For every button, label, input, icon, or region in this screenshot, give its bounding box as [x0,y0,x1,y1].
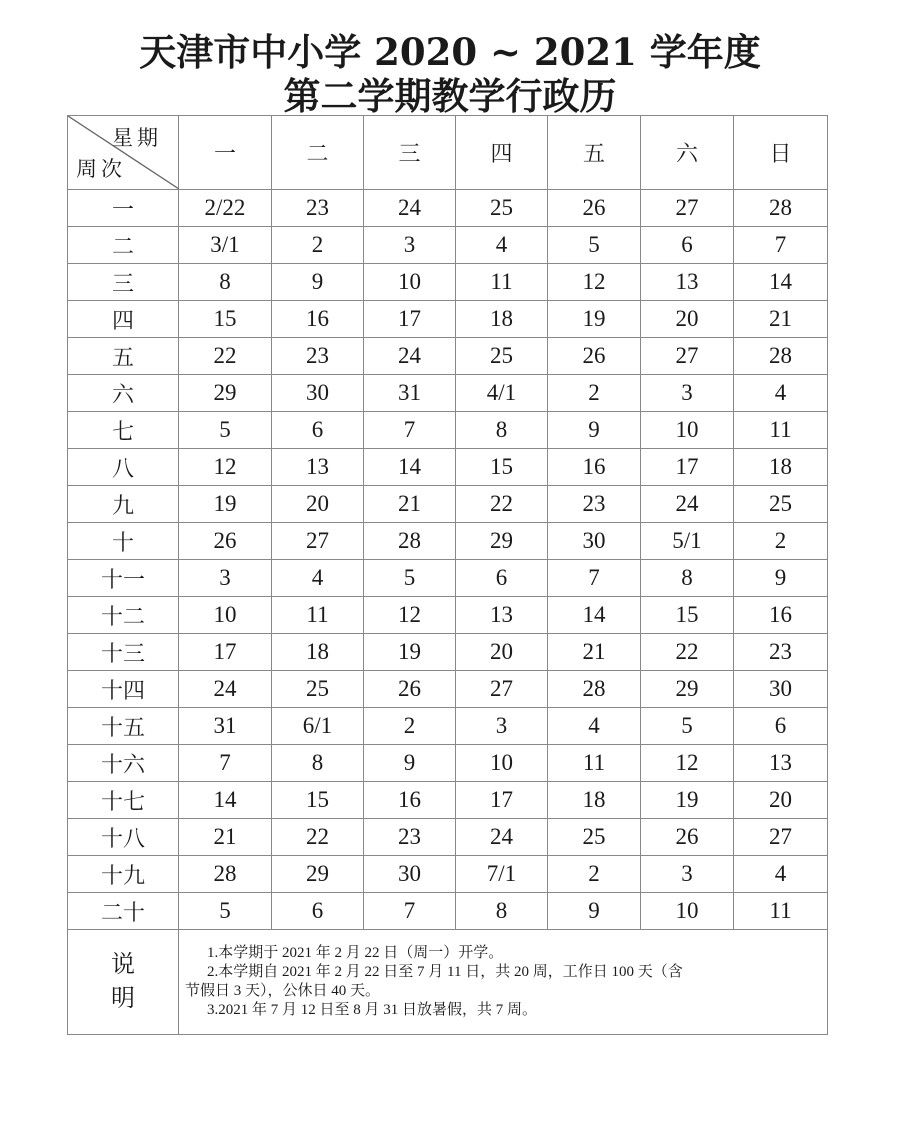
week-row [68,301,828,338]
date-cell: 23 [734,634,828,671]
day-header: 二 [272,116,364,190]
date-cell: 7 [548,560,641,597]
date-cell: 13 [734,745,828,782]
date-cell: 4 [548,708,641,745]
date-cell: 2 [548,375,641,412]
week-label: 十 [68,523,179,560]
date-cell: 28 [734,190,828,227]
date-cell: 30 [364,856,456,893]
date-cell: 10 [456,745,548,782]
week-label: 二 [68,227,179,264]
week-label: 二十 [68,893,179,930]
date-cell: 25 [456,190,548,227]
week-label: 十九 [68,856,179,893]
date-cell: 8 [179,264,272,301]
week-label: 十四 [68,671,179,708]
date-cell: 20 [456,634,548,671]
week-row [68,856,828,893]
date-cell: 24 [364,338,456,375]
date-cell: 7 [734,227,828,264]
date-cell: 9 [272,264,364,301]
date-cell: 3 [641,375,734,412]
date-cell: 8 [641,560,734,597]
date-cell: 4 [272,560,364,597]
week-label: 一 [68,190,179,227]
date-cell: 15 [179,301,272,338]
date-cell: 17 [364,301,456,338]
header-row [68,116,828,190]
date-cell: 24 [179,671,272,708]
date-cell: 13 [641,264,734,301]
week-row [68,597,828,634]
date-cell: 17 [456,782,548,819]
date-cell: 25 [456,338,548,375]
date-cell: 27 [456,671,548,708]
date-cell: 18 [456,301,548,338]
date-cell: 10 [364,264,456,301]
date-cell: 11 [272,597,364,634]
date-cell: 14 [734,264,828,301]
date-cell: 9 [548,893,641,930]
date-cell: 14 [364,449,456,486]
notes-text [179,930,828,1035]
date-cell: 23 [364,819,456,856]
date-cell: 22 [179,338,272,375]
date-cell: 10 [179,597,272,634]
date-cell: 26 [548,338,641,375]
date-cell: 25 [734,486,828,523]
week-row [68,523,828,560]
note-2-cont: 节假日 3 天），公休日 40 天。 [185,983,381,999]
date-cell: 11 [456,264,548,301]
date-cell: 28 [179,856,272,893]
date-cell: 23 [548,486,641,523]
date-cell: 29 [272,856,364,893]
date-cell: 7 [364,893,456,930]
date-cell: 6 [272,893,364,930]
week-label: 九 [68,486,179,523]
date-cell: 28 [548,671,641,708]
week-row [68,745,828,782]
date-cell: 18 [734,449,828,486]
date-cell: 20 [641,301,734,338]
week-row [68,893,828,930]
date-cell: 24 [456,819,548,856]
date-cell: 22 [272,819,364,856]
date-cell: 8 [272,745,364,782]
week-label: 四 [68,301,179,338]
date-cell: 6 [272,412,364,449]
date-cell: 16 [548,449,641,486]
week-label: 五 [68,338,179,375]
week-label: 十二 [68,597,179,634]
week-row [68,190,828,227]
date-cell: 16 [734,597,828,634]
date-cell: 6 [734,708,828,745]
day-header: 一 [179,116,272,190]
date-cell: 4/1 [456,375,548,412]
date-cell: 7 [364,412,456,449]
week-label: 十六 [68,745,179,782]
date-cell: 8 [456,412,548,449]
date-cell: 13 [272,449,364,486]
date-cell: 22 [641,634,734,671]
date-cell: 25 [548,819,641,856]
notes-label-char: 明 [111,986,135,1012]
date-cell: 28 [364,523,456,560]
corner-top-label: 星期 [112,126,162,150]
week-label: 六 [68,375,179,412]
week-row [68,708,828,745]
date-cell: 5 [179,412,272,449]
date-cell: 3/1 [179,227,272,264]
date-cell: 17 [179,634,272,671]
notes-label-char: 说 [111,952,135,978]
date-cell: 2 [548,856,641,893]
week-row [68,634,828,671]
date-cell: 3 [364,227,456,264]
date-cell: 3 [179,560,272,597]
date-cell: 18 [548,782,641,819]
day-header: 日 [734,116,828,190]
date-cell: 2 [734,523,828,560]
week-row [68,338,828,375]
date-cell: 19 [548,301,641,338]
date-cell: 14 [179,782,272,819]
day-header: 六 [641,116,734,190]
date-cell: 3 [456,708,548,745]
date-cell: 23 [272,338,364,375]
date-cell: 4 [734,375,828,412]
date-cell: 9 [364,745,456,782]
date-cell: 21 [548,634,641,671]
date-cell: 20 [734,782,828,819]
date-cell: 12 [641,745,734,782]
day-header: 三 [364,116,456,190]
date-cell: 15 [641,597,734,634]
date-cell: 23 [272,190,364,227]
week-label: 七 [68,412,179,449]
week-row [68,449,828,486]
page-title: 天津市中小学 2020 ~ 2021 学年度 [139,30,761,74]
date-cell: 29 [456,523,548,560]
date-cell: 26 [179,523,272,560]
date-cell: 11 [734,412,828,449]
corner-cell [68,116,179,190]
date-cell: 25 [272,671,364,708]
page-subtitle: 第二学期教学行政历 [283,74,617,118]
date-cell: 19 [641,782,734,819]
week-label: 十八 [68,819,179,856]
week-row [68,819,828,856]
date-cell: 18 [272,634,364,671]
date-cell: 8 [456,893,548,930]
date-cell: 27 [641,190,734,227]
date-cell: 6/1 [272,708,364,745]
date-cell: 29 [641,671,734,708]
date-cell: 26 [364,671,456,708]
week-label: 十五 [68,708,179,745]
date-cell: 27 [272,523,364,560]
date-cell: 14 [548,597,641,634]
date-cell: 10 [641,893,734,930]
note-3: 3.2021 年 7 月 12 日至 8 月 31 日放暑假，共 7 周。 [207,1002,538,1018]
date-cell: 27 [734,819,828,856]
week-row [68,671,828,708]
date-cell: 22 [456,486,548,523]
date-cell: 7 [179,745,272,782]
date-cell: 29 [179,375,272,412]
note-2: 2.本学期自 2021 年 2 月 22 日至 7 月 11 日，共 20 周，工作日 100 天（含 [207,964,683,980]
date-cell: 9 [548,412,641,449]
week-label: 十一 [68,560,179,597]
date-cell: 15 [456,449,548,486]
date-cell: 16 [272,301,364,338]
week-label: 三 [68,264,179,301]
calendar-table [67,115,828,1035]
date-cell: 6 [456,560,548,597]
date-cell: 11 [548,745,641,782]
date-cell: 5 [364,560,456,597]
date-cell: 21 [179,819,272,856]
date-cell: 6 [641,227,734,264]
date-cell: 4 [734,856,828,893]
week-row [68,412,828,449]
date-cell: 21 [364,486,456,523]
date-cell: 2 [364,708,456,745]
date-cell: 27 [641,338,734,375]
date-cell: 5 [179,893,272,930]
date-cell: 5 [641,708,734,745]
date-cell: 19 [179,486,272,523]
date-cell: 12 [179,449,272,486]
date-cell: 17 [641,449,734,486]
corner-bottom-label: 周次 [76,157,126,181]
week-label: 八 [68,449,179,486]
week-label: 十七 [68,782,179,819]
date-cell: 30 [734,671,828,708]
date-cell: 11 [734,893,828,930]
notes-row [68,930,828,1035]
week-row [68,227,828,264]
note-1: 1.本学期于 2021 年 2 月 22 日（周一）开学。 [207,945,504,961]
date-cell: 21 [734,301,828,338]
date-cell: 31 [179,708,272,745]
date-cell: 26 [641,819,734,856]
week-row [68,486,828,523]
date-cell: 5 [548,227,641,264]
date-cell: 30 [272,375,364,412]
date-cell: 9 [734,560,828,597]
day-header: 四 [456,116,548,190]
date-cell: 15 [272,782,364,819]
date-cell: 24 [641,486,734,523]
date-cell: 16 [364,782,456,819]
date-cell: 2/22 [179,190,272,227]
date-cell: 30 [548,523,641,560]
week-label: 十三 [68,634,179,671]
week-row [68,264,828,301]
date-cell: 24 [364,190,456,227]
date-cell: 2 [272,227,364,264]
date-cell: 28 [734,338,828,375]
date-cell: 5/1 [641,523,734,560]
date-cell: 3 [641,856,734,893]
date-cell: 7/1 [456,856,548,893]
date-cell: 26 [548,190,641,227]
date-cell: 20 [272,486,364,523]
date-cell: 13 [456,597,548,634]
week-row [68,560,828,597]
date-cell: 10 [641,412,734,449]
date-cell: 12 [548,264,641,301]
date-cell: 12 [364,597,456,634]
week-row [68,782,828,819]
date-cell: 31 [364,375,456,412]
date-cell: 4 [456,227,548,264]
date-cell: 19 [364,634,456,671]
notes-label [68,930,179,1035]
day-header: 五 [548,116,641,190]
week-row [68,375,828,412]
